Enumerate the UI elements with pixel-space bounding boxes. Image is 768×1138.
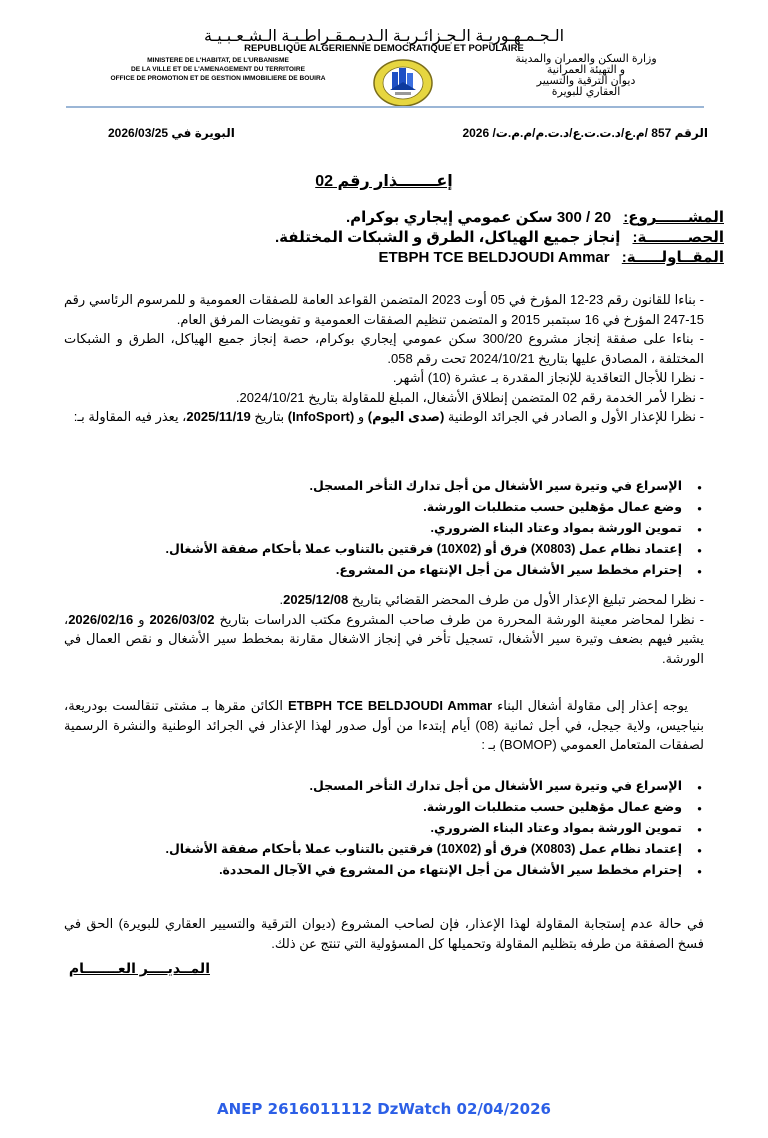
- service-record: - نظرا لمحضر تبليغ الإعذار الأول من طرف المحضر القضائي بتاريخ 2025/12/08.: [279, 592, 704, 607]
- signature-title: المــديــــر العـــــــام: [68, 960, 210, 976]
- site-reports: - نظرا لمحاضر معينة الورشة المحررة من طرف صاحب المشروع مكتب الدراسات بتاريخ 2026/03/02 و 2026/02/16، يشير فيهم بضعف وتيرة سير الأشغال، تسجيل تأخر في إنجاز الاشغال مقارنة بمخطط سير الأشغال و نقص العمال في الورشة.: [64, 611, 704, 666]
- consideration-service-order: - نظرا لأمر الخدمة رقم 02 المتضمن إنطلاق الأشغال، المبلغ للمقاولة بتاريخ 2024/10/21.: [235, 389, 704, 405]
- republic-title-fr: REPUBLIQUE ALGERIENNE DEMOCRATIQUE ET POPULAIRE: [244, 43, 524, 54]
- list-item: ● الإسراع في وتيرة سير الأشغال من أجل تدارك التأخر المسجل.: [122, 476, 702, 497]
- consideration-contract: - بناءا على صفقة إنجاز مشروع 300/20 سكن عمومي إيجاري بوكرام، حصة إنجاز جميع الهياكل، الطرق و الشبكات المختلفة ، المصادق عليها بتاريخ 2024/10/21 تحت رقم 058.: [64, 331, 705, 366]
- list-item: ● إعتماد نظام عمل (X0803) فرق أو (10X02) فرقتين بالتناوب عملا بأحكام صفقة الأشغال.: [122, 539, 702, 560]
- company-name: ETBPH TCE BELDJOUDI Ammar: [287, 698, 493, 713]
- project-row: المشــــــروع: 20 / 300 سكن عمومي إيجاري بوكرام.: [346, 209, 724, 226]
- letterhead: [0, 0, 768, 112]
- list-item: ● إحترام مخطط سير الأشغال من أجل الإنتهاء من المشروع.: [122, 560, 702, 581]
- consideration-first-notice: - نظرا للإعذار الأول و الصادر في الجرائد الوطنية (صدى اليوم) و (InfoSport) بتاريخ 2025/11/19، يعذر فيه المقاولة بـ:: [73, 409, 704, 424]
- list-item: ● إعتماد نظام عمل (X0803) فرق أو (10X02) فرقتين بالتناوب عملا بأحكام صفقة الأشغال.: [122, 839, 702, 860]
- consideration-deadline: - نظرا للأجال التعاقدية للإنجاز المقدرة بـ عشرة (10) أشهر.: [392, 370, 704, 385]
- opgi-bouira-logo-icon: [372, 58, 434, 108]
- demands-list-1: [122, 476, 702, 581]
- ministry-fr: MINISTERE DE L'HABITAT, DE L'URBANISME DE LA VILLE ET DE L'AMENAGEMENT DU TERRITOIRE OFFICE DE PROMOTION ET DE GESTION IMMOBILIERE DE BOUIRA: [110, 57, 326, 82]
- document-title: إعـــــــذار رقم 02: [315, 173, 453, 190]
- place-date: البويرة في 2026/03/25: [108, 126, 235, 140]
- list-item: ● تموين الورشة بمواد وعتاد البناء الضروري.: [122, 818, 702, 839]
- demands-list-2: [122, 776, 702, 881]
- list-item: ● وضع عمال مؤهلين حسب متطلبات الورشة.: [122, 797, 702, 818]
- closing-paragraph: في حالة عدم إستجابة المقاولة لهذا الإعذار، فإن لصاحب المشروع (ديوان الترقية والتسيير العقاري للبويرة) الحق في فسخ الصفقة من طرفه بتظليم المقاولة وتحميلها كل المسؤولية التي تنتج عن ذلك.: [64, 916, 704, 951]
- list-item: ● الإسراع في وتيرة سير الأشغال من أجل تدارك التأخر المسجل.: [122, 776, 702, 797]
- publication-footer: ANEP 2616011112 DzWatch 02/04/2026: [217, 1100, 551, 1118]
- reference-number: الرقم 857 /م.ع/د.ت.ت.ع/د.ت.م/م.م.ت/ 2026: [462, 126, 708, 140]
- republic-title-ar: الـجـمـهـوريـة الـجـزائـريـة الـديـمـقـراطـيـة الـشـعـبـيـة: [203, 28, 565, 45]
- header-divider: [66, 106, 704, 108]
- consideration-law: - بناءا للقانون رقم 23-12 المؤرخ في 05 أوت 2023 المتضمن القواعد العامة للصفقات العمومية و للمرسوم الرئاسي رقم 15-247 المؤرخ في 16 سبتمبر 2015 و المتضمن تنظيم الصفقات العمومية و تفويضات المرفق العام.: [64, 292, 704, 327]
- list-item: ● وضع عمال مؤهلين حسب متطلبات الورشة.: [122, 497, 702, 518]
- ministry-ar: وزارة السكن والعمران والمدينة و التهيئة العمرانية ديوان الترقية والتسيير العقاري للبويرة: [515, 53, 657, 98]
- formal-notice: يوجه إعذار إلى مقاولة أشغال البناء ETBPH TCE BELDJOUDI Ammar الكائن مقرها بـ مشتى تنقالست بودريعة، بنياجيس، ولاية جيجل، في أجل ثمانية (08) أيام إبتدءا من أول صدور لهذا الإعذار في الجرائد الوطنية والنشرة الرسمية لصفقات المتعامل العمومي (BOMOP) بـ :: [64, 698, 704, 752]
- considerations: [64, 290, 704, 427]
- list-item: ● إحترام مخطط سير الأشغال من أجل الإنتهاء من المشروع في الآجال المحددة.: [122, 860, 702, 881]
- reports: [64, 590, 704, 668]
- contractor-row: المقــاولـــــة: ETBPH TCE BELDJOUDI Ammar: [378, 249, 724, 266]
- reference-line: [0, 126, 768, 144]
- list-item: ● تموين الورشة بمواد وعتاد البناء الضروري.: [122, 518, 702, 539]
- lot-row: الحصــــــــة: إنجاز جميع الهياكل، الطرق و الشبكات المختلفة.: [275, 229, 724, 246]
- project-info: [164, 208, 724, 268]
